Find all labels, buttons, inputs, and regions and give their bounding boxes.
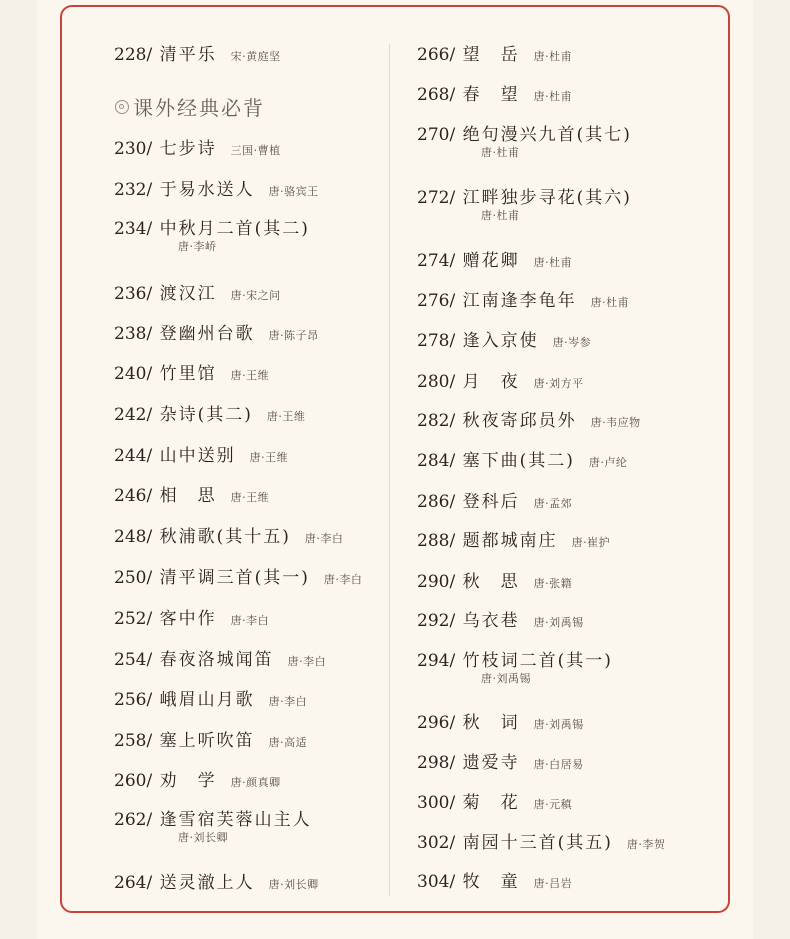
toc-entry-line xyxy=(114,175,319,201)
poem-author: 唐·骆宾王 xyxy=(268,185,319,198)
toc-entry-line xyxy=(114,441,288,467)
page-number: 262/ xyxy=(114,810,153,830)
toc-entry[interactable] xyxy=(114,685,307,711)
toc-entry-line xyxy=(114,685,307,711)
page-margin-right xyxy=(753,0,790,939)
toc-entry[interactable] xyxy=(114,481,269,507)
poem-title: 牧 童 xyxy=(455,872,520,892)
page-number: 294/ xyxy=(417,651,456,671)
poem-author: 唐·白居易 xyxy=(533,758,584,771)
poem-title: 登科后 xyxy=(455,492,520,512)
poem-author: 唐·高适 xyxy=(268,736,308,749)
toc-entry[interactable] xyxy=(114,563,362,589)
toc-entry-line xyxy=(114,766,281,792)
poem-title: 竹枝词二首(其一) xyxy=(455,651,613,671)
toc-entry-line xyxy=(114,481,269,507)
toc-entry[interactable] xyxy=(417,446,627,472)
page-number: 280/ xyxy=(417,372,456,392)
page-number: 298/ xyxy=(417,753,456,773)
page-number: 270/ xyxy=(417,125,456,145)
toc-entry[interactable] xyxy=(114,726,307,752)
toc-entry[interactable] xyxy=(114,645,326,671)
poem-title: 登幽州台歌 xyxy=(152,324,255,344)
poem-author: 唐·陈子昂 xyxy=(268,329,319,342)
toc-entry[interactable] xyxy=(417,367,584,393)
page-number: 276/ xyxy=(417,291,456,311)
poem-author: 唐·卢纶 xyxy=(588,456,628,469)
toc-entry-line xyxy=(417,246,572,272)
poem-author: 唐·韦应物 xyxy=(590,416,641,429)
toc-entry[interactable] xyxy=(417,80,572,106)
poem-author: 唐·李白 xyxy=(304,532,344,545)
toc-entry[interactable] xyxy=(114,134,281,160)
toc-entry-line xyxy=(114,563,362,589)
poem-author: 唐·王维 xyxy=(230,491,270,504)
poem-author: 唐·岑参 xyxy=(552,336,592,349)
section-heading-text: 课外经典必背 xyxy=(133,96,265,120)
page-number: 250/ xyxy=(114,568,153,588)
poem-title: 峨眉山月歌 xyxy=(152,690,255,710)
toc-entry-line xyxy=(417,406,641,432)
poem-title: 清平乐 xyxy=(152,45,217,65)
poem-author: 唐·刘禹锡 xyxy=(533,616,584,629)
toc-entry[interactable] xyxy=(417,326,591,352)
toc-entry-line xyxy=(417,867,572,893)
page-number: 286/ xyxy=(417,492,456,512)
poem-author: 唐·吕岩 xyxy=(533,877,573,890)
toc-entry-line xyxy=(114,868,319,894)
poem-author: 唐·李白 xyxy=(230,614,270,627)
toc-entry[interactable] xyxy=(417,748,584,774)
poem-title: 望 岳 xyxy=(455,45,520,65)
page-number: 238/ xyxy=(114,324,153,344)
page-number: 230/ xyxy=(114,139,153,159)
poem-author: 唐·杜甫 xyxy=(481,209,520,222)
toc-entry[interactable] xyxy=(417,567,572,593)
page-number: 246/ xyxy=(114,486,153,506)
column-divider xyxy=(389,44,390,896)
poem-title: 相 思 xyxy=(152,486,217,506)
page-number: 256/ xyxy=(114,690,153,710)
poem-author: 唐·刘长卿 xyxy=(178,831,228,844)
toc-entry-line xyxy=(417,286,629,312)
poem-author: 唐·杜甫 xyxy=(533,90,573,103)
poem-author: 唐·刘长卿 xyxy=(268,878,319,891)
toc-entry[interactable] xyxy=(114,359,269,385)
poem-title: 春 望 xyxy=(455,85,520,105)
toc-entry[interactable] xyxy=(417,487,572,513)
poem-title: 山中送别 xyxy=(152,446,236,466)
poem-author: 唐·王维 xyxy=(249,451,289,464)
poem-title: 乌衣巷 xyxy=(455,611,520,631)
toc-entry[interactable] xyxy=(114,441,288,467)
poem-author: 唐·李贺 xyxy=(626,838,666,851)
toc-entry-line xyxy=(114,645,326,671)
toc-entry-line xyxy=(417,80,572,106)
poem-title: 渡汉江 xyxy=(152,284,217,304)
page-number: 254/ xyxy=(114,650,153,670)
toc-entry[interactable] xyxy=(114,214,310,254)
poem-title: 送灵澈上人 xyxy=(152,873,255,893)
page-number: 296/ xyxy=(417,713,456,733)
page-number: 284/ xyxy=(417,451,456,471)
toc-entry[interactable] xyxy=(417,646,613,686)
toc-entry[interactable] xyxy=(417,286,629,312)
poem-title: 秋浦歌(其十五) xyxy=(152,527,291,547)
poem-author: 唐·李峤 xyxy=(178,240,217,253)
poem-title: 月 夜 xyxy=(455,372,520,392)
poem-title: 秋夜寄邱员外 xyxy=(455,411,577,431)
toc-entry[interactable] xyxy=(114,175,319,201)
poem-title: 竹里馆 xyxy=(152,364,217,384)
toc-entry-line xyxy=(417,828,665,854)
toc-entry[interactable] xyxy=(114,805,312,845)
poem-author: 唐·崔护 xyxy=(571,536,611,549)
page-number: 236/ xyxy=(114,284,153,304)
poem-title: 赠花卿 xyxy=(455,251,520,271)
poem-title: 中秋月二首(其二) xyxy=(152,219,310,239)
toc-entry[interactable] xyxy=(114,522,343,548)
toc-entry-line xyxy=(417,646,613,672)
poem-title: 江南逢李龟年 xyxy=(455,291,577,311)
poem-title: 秋 词 xyxy=(455,713,520,733)
poem-author: 唐·元稹 xyxy=(533,798,573,811)
toc-entry-line xyxy=(114,400,305,426)
toc-entry[interactable] xyxy=(114,279,281,305)
poem-author: 唐·颜真卿 xyxy=(230,776,281,789)
toc-entry[interactable] xyxy=(114,868,319,894)
poem-title: 于易水送人 xyxy=(152,180,255,200)
poem-title: 题都城南庄 xyxy=(455,531,558,551)
toc-entry[interactable] xyxy=(114,766,281,792)
poem-title: 遗爱寺 xyxy=(455,753,520,773)
poem-title: 塞下曲(其二) xyxy=(455,451,575,471)
page-number: 252/ xyxy=(114,609,153,629)
poem-author: 宋·黄庭坚 xyxy=(230,50,281,63)
toc-entry-line xyxy=(417,708,584,734)
toc-entry-line xyxy=(114,359,269,385)
page-margin-left xyxy=(0,0,37,939)
poem-author: 三国·曹植 xyxy=(230,144,281,157)
toc-entry[interactable] xyxy=(417,406,641,432)
poem-title: 南园十三首(其五) xyxy=(455,833,613,853)
poem-author: 唐·杜甫 xyxy=(481,146,520,159)
poem-author: 唐·李白 xyxy=(268,695,308,708)
poem-title: 塞上听吹笛 xyxy=(152,731,255,751)
toc-entry-line xyxy=(417,788,572,814)
page-number: 268/ xyxy=(417,85,456,105)
page-number: 300/ xyxy=(417,793,456,813)
toc-entry-line xyxy=(417,606,584,632)
poem-author: 唐·李白 xyxy=(287,655,327,668)
toc-entry[interactable] xyxy=(417,708,584,734)
toc-entry-line xyxy=(114,604,269,630)
toc-entry[interactable] xyxy=(114,604,269,630)
page-number: 282/ xyxy=(417,411,456,431)
page-number: 248/ xyxy=(114,527,153,547)
poem-author: 唐·宋之问 xyxy=(230,289,281,302)
poem-title: 绝句漫兴九首(其七) xyxy=(455,125,632,145)
poem-title: 江畔独步寻花(其六) xyxy=(455,188,632,208)
toc-entry-line xyxy=(114,279,281,305)
poem-title: 客中作 xyxy=(152,609,217,629)
toc-entry[interactable] xyxy=(417,183,632,223)
toc-entry-line xyxy=(114,319,319,345)
poem-title: 春夜洛城闻笛 xyxy=(152,650,274,670)
toc-entry[interactable] xyxy=(114,319,319,345)
toc-entry-line xyxy=(114,214,310,240)
poem-author: 唐·李白 xyxy=(323,573,363,586)
page-number: 302/ xyxy=(417,833,456,853)
page-number: 228/ xyxy=(114,45,153,65)
toc-entry-line xyxy=(114,726,307,752)
toc-entry-line xyxy=(417,183,632,209)
page-number: 288/ xyxy=(417,531,456,551)
toc-entry-line xyxy=(417,748,584,774)
page-number: 260/ xyxy=(114,771,153,791)
poem-author: 唐·孟郊 xyxy=(533,497,573,510)
toc-entry-line xyxy=(114,805,312,831)
page-number: 264/ xyxy=(114,873,153,893)
toc-entry-line xyxy=(417,446,627,472)
section-heading xyxy=(115,92,265,121)
toc-entry[interactable] xyxy=(417,40,572,66)
toc-entry[interactable] xyxy=(417,788,572,814)
toc-entry[interactable] xyxy=(417,246,572,272)
toc-entry-line xyxy=(114,134,281,160)
poem-author: 唐·杜甫 xyxy=(533,256,573,269)
poem-author: 唐·刘方平 xyxy=(533,377,584,390)
page-number: 258/ xyxy=(114,731,153,751)
toc-entry-line xyxy=(114,40,281,66)
page-number: 274/ xyxy=(417,251,456,271)
toc-entry-line xyxy=(417,526,610,552)
page-number: 244/ xyxy=(114,446,153,466)
toc-entry[interactable] xyxy=(114,40,281,66)
toc-entry-line xyxy=(417,326,591,352)
toc-entry[interactable] xyxy=(417,120,632,160)
toc-entry[interactable] xyxy=(417,606,584,632)
toc-entry[interactable] xyxy=(114,400,305,426)
toc-entry[interactable] xyxy=(417,867,572,893)
poem-title: 杂诗(其二) xyxy=(152,405,253,425)
poem-author: 唐·刘禹锡 xyxy=(481,672,531,685)
page-number: 304/ xyxy=(417,872,456,892)
toc-entry-line xyxy=(417,487,572,513)
poem-title: 菊 花 xyxy=(455,793,520,813)
page-number: 234/ xyxy=(114,219,153,239)
poem-title: 逢入京使 xyxy=(455,331,539,351)
poem-author: 唐·王维 xyxy=(266,410,306,423)
poem-author: 唐·杜甫 xyxy=(533,50,573,63)
page-number: 272/ xyxy=(417,188,456,208)
toc-entry-line xyxy=(417,567,572,593)
toc-entry[interactable] xyxy=(417,828,665,854)
page-number: 290/ xyxy=(417,572,456,592)
poem-author: 唐·杜甫 xyxy=(590,296,630,309)
page-number: 292/ xyxy=(417,611,456,631)
page-number: 242/ xyxy=(114,405,153,425)
poem-author: 唐·张籍 xyxy=(533,577,573,590)
page-number: 266/ xyxy=(417,45,456,65)
poem-title: 逢雪宿芙蓉山主人 xyxy=(152,810,312,830)
poem-author: 唐·刘禹锡 xyxy=(533,718,584,731)
page-number: 240/ xyxy=(114,364,153,384)
bullet-circle-icon xyxy=(115,100,129,114)
poem-title: 秋 思 xyxy=(455,572,520,592)
poem-title: 劝 学 xyxy=(152,771,217,791)
poem-author: 唐·王维 xyxy=(230,369,270,382)
poem-title: 清平调三首(其一) xyxy=(152,568,310,588)
poem-title: 七步诗 xyxy=(152,139,217,159)
toc-entry-line xyxy=(417,120,632,146)
toc-entry-line xyxy=(114,522,343,548)
toc-entry[interactable] xyxy=(417,526,610,552)
toc-entry-line xyxy=(417,40,572,66)
toc-entry-line xyxy=(417,367,584,393)
page-number: 278/ xyxy=(417,331,456,351)
page-number: 232/ xyxy=(114,180,153,200)
